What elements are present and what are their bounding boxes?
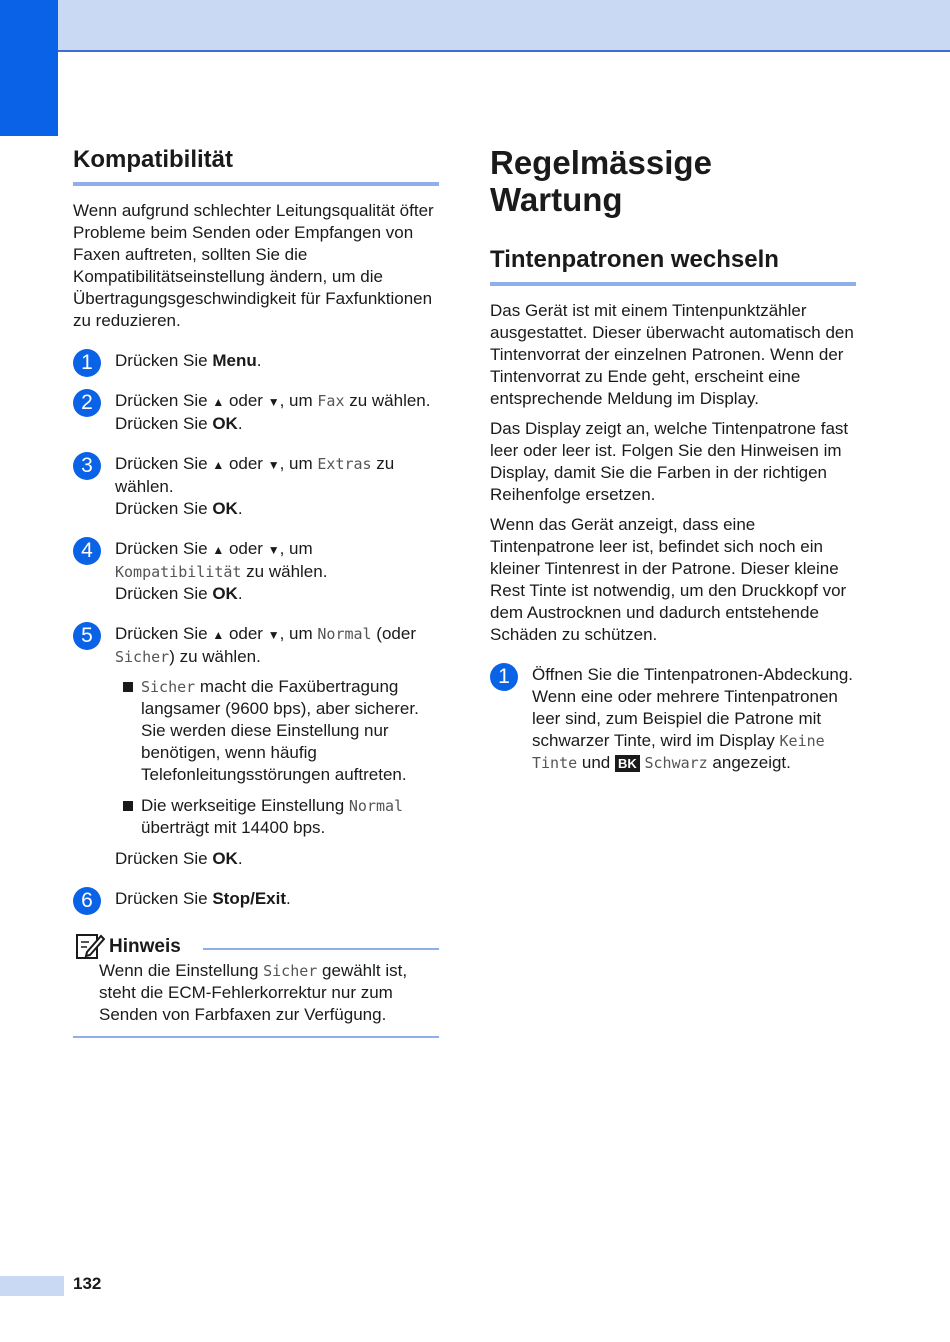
paragraph: Das Gerät ist mit einem Tintenpunktzähler ausgestattet. Dieser überwacht automatisch den Tintenvorrat der einzelnen Patronen. Wenn der Tintenvorrat zu Ende geht, erscheint eine entsprechende Meldung im Display. (490, 300, 854, 408)
key-label: OK (212, 413, 238, 433)
note-text-part: Wenn die Einstellung (99, 960, 264, 980)
step-text: Drücken Sie (115, 583, 213, 603)
display-text: Sicher (115, 647, 170, 666)
right-column (490, 140, 856, 774)
step-text: . (237, 498, 243, 518)
step-text: Drücken Sie (115, 888, 213, 908)
chapter-title-line: Wartung (490, 181, 623, 218)
section-heading-kompatibilitaet: Kompatibilität (73, 146, 439, 186)
display-text: Fax (317, 391, 345, 410)
down-arrow-icon: ▼ (267, 394, 280, 409)
chapter-title (490, 144, 856, 218)
up-arrow-icon: ▲ (212, 394, 225, 409)
step-number-badge: 5 (73, 622, 101, 650)
step-1-right (490, 664, 856, 774)
note-pencil-icon (75, 932, 105, 965)
step-number-badge: 6 (73, 887, 101, 915)
key-label: OK (212, 848, 238, 868)
display-text: Keine Tinte (532, 731, 825, 772)
key-label: OK (212, 583, 238, 603)
bk-badge: BK (615, 755, 640, 772)
step-number-badge: 1 (490, 663, 518, 691)
step-text: ) zu wählen. (169, 646, 261, 666)
bullet-text: überträgt mit 14400 bps. (141, 817, 326, 837)
footer-band (0, 1276, 64, 1296)
note-box (73, 932, 439, 1038)
section-heading-tintenpatronen: Tintenpatronen wechseln (490, 246, 856, 286)
chapter-title-line: Regelmässige (490, 144, 712, 181)
step-text: , um (279, 623, 318, 643)
step-text: Drücken Sie (115, 390, 213, 410)
step-text: , um (279, 453, 318, 473)
note-text (99, 960, 439, 1036)
step-text: oder (224, 538, 268, 558)
down-arrow-icon: ▼ (267, 627, 280, 642)
step-text: . (237, 583, 243, 603)
step-6 (73, 888, 439, 910)
page-number: 132 (73, 1274, 102, 1293)
step-text: Drücken Sie (115, 498, 213, 518)
note-divider (203, 948, 439, 950)
step-text: Drücken Sie (115, 350, 213, 370)
step-text: Drücken Sie (115, 623, 213, 643)
key-label: Menu (212, 350, 257, 370)
chapter-tab (0, 0, 58, 136)
display-text: Normal (317, 624, 372, 643)
step-text: zu wählen. (115, 453, 395, 496)
square-bullet-icon (123, 801, 133, 811)
step-text: zu wählen. (344, 390, 431, 410)
intro-paragraph: Wenn aufgrund schlechter Leitungsqualität öfter Probleme beim Senden oder Empfangen von Faxen auftreten, sollten Sie die Kompatibilitätseinstellung ändern, um die Übertragungsgeschwindigkeit für Faxfunktionen zu reduzieren. (73, 200, 434, 330)
step-text: Drücken Sie (115, 848, 213, 868)
up-arrow-icon: ▲ (212, 542, 225, 557)
note-bottom-divider (73, 1036, 439, 1038)
square-bullet-icon (123, 682, 133, 692)
down-arrow-icon: ▼ (267, 542, 280, 557)
step-text: . (237, 413, 243, 433)
paragraph: Wenn das Gerät anzeigt, dass eine Tintenpatrone leer ist, befindet sich noch ein kleiner Tintenrest in der Patrone. Dieser kleine Rest Tinte ist notwendig, um den Druckkopf vor dem Austrocknen und dadurch entstehende Schäden zu schützen. (490, 514, 847, 644)
step-text: Öffnen Sie die Tintenpatronen-Abdeckung. (532, 664, 854, 684)
up-arrow-icon: ▲ (212, 627, 225, 642)
up-arrow-icon: ▲ (212, 457, 225, 472)
display-text: Extras (317, 454, 372, 473)
paragraph: Das Display zeigt an, welche Tintenpatrone fast leer oder leer ist. Folgen Sie den Hinweisen im Display, damit Sie die Farben in der richtigen Reihenfolge ersetzen. (490, 418, 849, 504)
display-text: Schwarz (644, 753, 708, 772)
bullet-text: macht die Faxübertragung langsamer (9600 bps), aber sicherer. Sie werden diese Einstellung nur benötigen, wenn häufig Telefonleitungsstörungen auftreten. (141, 676, 419, 784)
step-text: Drücken Sie (115, 453, 213, 473)
step-number-badge: 2 (73, 389, 101, 417)
display-text: Normal (348, 796, 404, 815)
key-label: OK (212, 498, 238, 518)
step-text: . (237, 848, 243, 868)
step-text: Drücken Sie (115, 413, 213, 433)
step-text: . (256, 350, 262, 370)
down-arrow-icon: ▼ (267, 457, 280, 472)
step-text: zu wählen. (241, 561, 328, 581)
step-number-badge: 4 (73, 537, 101, 565)
bullet-text: Die werkseitige Einstellung (141, 795, 349, 815)
step-text: und (577, 752, 615, 772)
step-2 (73, 390, 439, 435)
step-text: Drücken Sie (115, 538, 213, 558)
step-number-badge: 1 (73, 349, 101, 377)
step-3 (73, 453, 439, 520)
step-text: , um (279, 538, 313, 558)
list-item (141, 795, 439, 839)
key-label: Stop/Exit (212, 888, 286, 908)
display-text: Sicher (141, 677, 196, 696)
step-text: angezeigt. (707, 752, 791, 772)
step-5 (73, 623, 439, 870)
step-text: Wenn eine oder mehrere Tintenpatronen leer sind, zum Beispiel die Patrone mit schwarzer Tinte, wird im Display (532, 686, 838, 750)
left-column (73, 140, 439, 1038)
step-text: (oder (371, 623, 416, 643)
note-text-part: gewählt ist, steht die ECM-Fehlerkorrektur nur zum Senden von Farbfaxen zur Verfügung. (99, 960, 408, 1024)
step-1 (73, 350, 439, 372)
step-text: oder (224, 453, 268, 473)
step-text: , um (279, 390, 318, 410)
step-text: oder (224, 623, 268, 643)
header-band (0, 0, 950, 52)
step-text: . (286, 888, 291, 908)
step-4 (73, 538, 439, 605)
display-text: Kompatibilität (115, 562, 242, 581)
display-text: Sicher (263, 961, 318, 980)
list-item (141, 676, 439, 786)
step-number-badge: 3 (73, 452, 101, 480)
note-title: Hinweis (109, 935, 181, 957)
step-text: oder (224, 390, 268, 410)
bullet-list (115, 676, 439, 839)
